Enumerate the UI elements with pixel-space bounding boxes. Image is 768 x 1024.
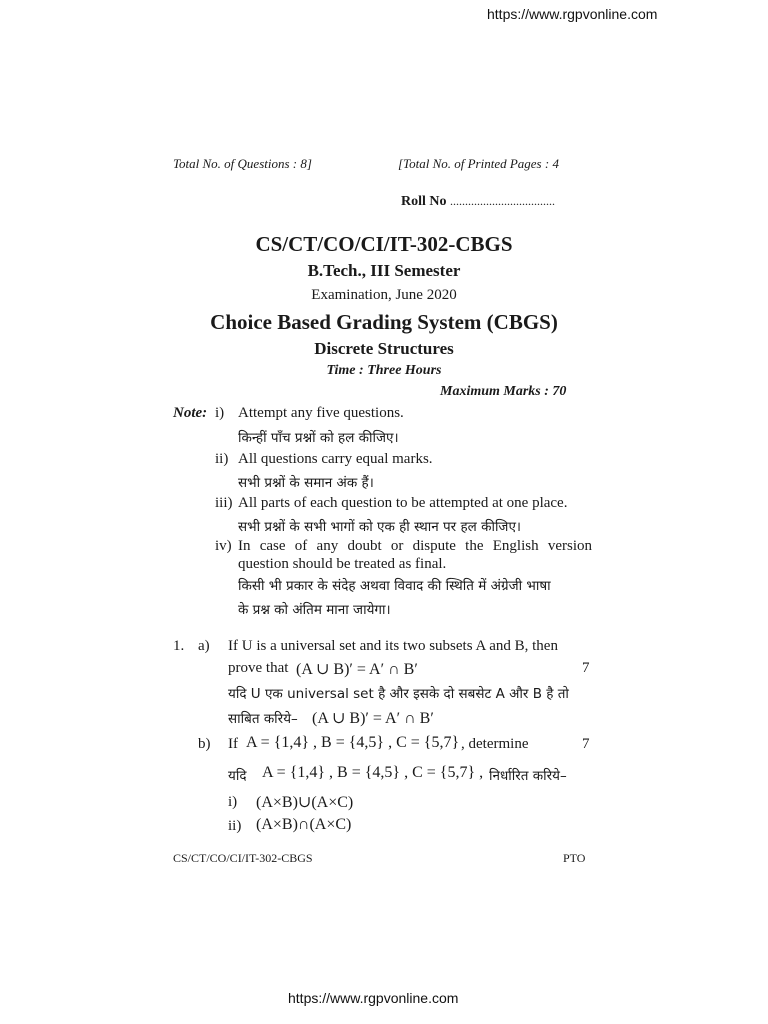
total-pages: [Total No. of Printed Pages : 4	[398, 156, 559, 171]
note-label: Note:	[173, 405, 208, 421]
q1a-marks: 7	[582, 660, 590, 676]
q1a-hi-line2: साबित करिये–	[228, 711, 298, 727]
q1a-hi-line1: यदि U एक universal set है और इसके दो सबसेट A और B है तो	[228, 686, 569, 702]
subject: Discrete Structures	[314, 339, 454, 358]
course-code: CS/CT/CO/CI/IT-302-CBGS	[255, 232, 513, 256]
q1a-formula: (A ∪ B)′ = A′ ∩ B′	[296, 661, 418, 678]
examination: Examination, June 2020	[311, 287, 457, 303]
q1a-label: a)	[198, 638, 210, 654]
q1b-sets: A = {1,4} , B = {4,5} , C = {5,7}	[246, 734, 460, 751]
q1b-sub-ii-label: ii)	[228, 818, 242, 834]
header-url: https://www.rgpvonline.com	[487, 6, 658, 22]
note-iv-num: iv)	[215, 538, 232, 554]
grading-system: Choice Based Grading System (CBGS)	[210, 310, 558, 334]
q1b-marks: 7	[582, 736, 590, 752]
program: B.Tech., III Semester	[307, 261, 461, 280]
note-i-hi: किन्हीं पाँच प्रश्नों को हल कीजिए।	[238, 430, 399, 446]
note-i-num: i)	[215, 405, 225, 421]
q1b-determine: , determine	[461, 736, 529, 752]
footer-course-code: CS/CT/CO/CI/IT-302-CBGS	[173, 851, 313, 865]
note-iv-hi2: के प्रश्न को अंतिम माना जायेगा।	[238, 602, 391, 618]
note-iv-en2: question should be treated as final.	[238, 556, 447, 572]
q1-number: 1.	[173, 638, 185, 654]
total-questions: Total No. of Questions : 8]	[173, 156, 312, 171]
note-ii-hi: सभी प्रश्नों के समान अंक हैं।	[238, 475, 374, 491]
q1b-sub-i-formula: (A×B)∪(A×C)	[256, 794, 354, 811]
roll-no	[401, 194, 555, 210]
q1b-sub-i-label: i)	[228, 794, 238, 810]
q1b-if: If	[228, 736, 238, 752]
footer-url: https://www.rgpvonline.com	[288, 990, 459, 1006]
note-iv-en1: In case of any doubt or dispute the English version	[238, 538, 592, 554]
note-iii-hi: सभी प्रश्नों के सभी भागों को एक ही स्थान पर हल कीजिए।	[238, 519, 522, 535]
note-iii-num: iii)	[215, 495, 233, 511]
note-i-en: Attempt any five questions.	[238, 405, 404, 421]
note-ii-num: ii)	[215, 451, 229, 467]
q1b-label: b)	[198, 736, 211, 752]
q1b-hi-if: यदि	[228, 768, 247, 784]
q1b-hi-sets: A = {1,4} , B = {4,5} , C = {5,7} ,	[262, 764, 484, 781]
note-ii-en: All questions carry equal marks.	[238, 451, 433, 467]
q1a-text-line1: If U is a universal set and its two subsets A and B, then	[228, 638, 558, 654]
max-marks: Maximum Marks : 70	[440, 384, 567, 399]
time: Time : Three Hours	[326, 363, 442, 378]
q1a-text-line2: prove that	[228, 660, 289, 676]
q1b-hi-determine: निर्धारित करिये–	[489, 768, 567, 784]
q1a-hi-formula: (A ∪ B)′ = A′ ∩ B′	[312, 710, 434, 727]
note-iii-en: All parts of each question to be attempted at one place.	[238, 495, 568, 511]
note-iv-hi1: किसी भी प्रकार के संदेह अथवा विवाद की स्थिति में अंग्रेजी भाषा	[238, 578, 551, 594]
roll-no-dots: ...................................	[450, 194, 555, 208]
roll-no-label: Roll No	[401, 194, 447, 209]
q1b-sub-ii-formula: (A×B)∩(A×C)	[256, 816, 352, 833]
footer-pto: PTO	[563, 851, 586, 865]
